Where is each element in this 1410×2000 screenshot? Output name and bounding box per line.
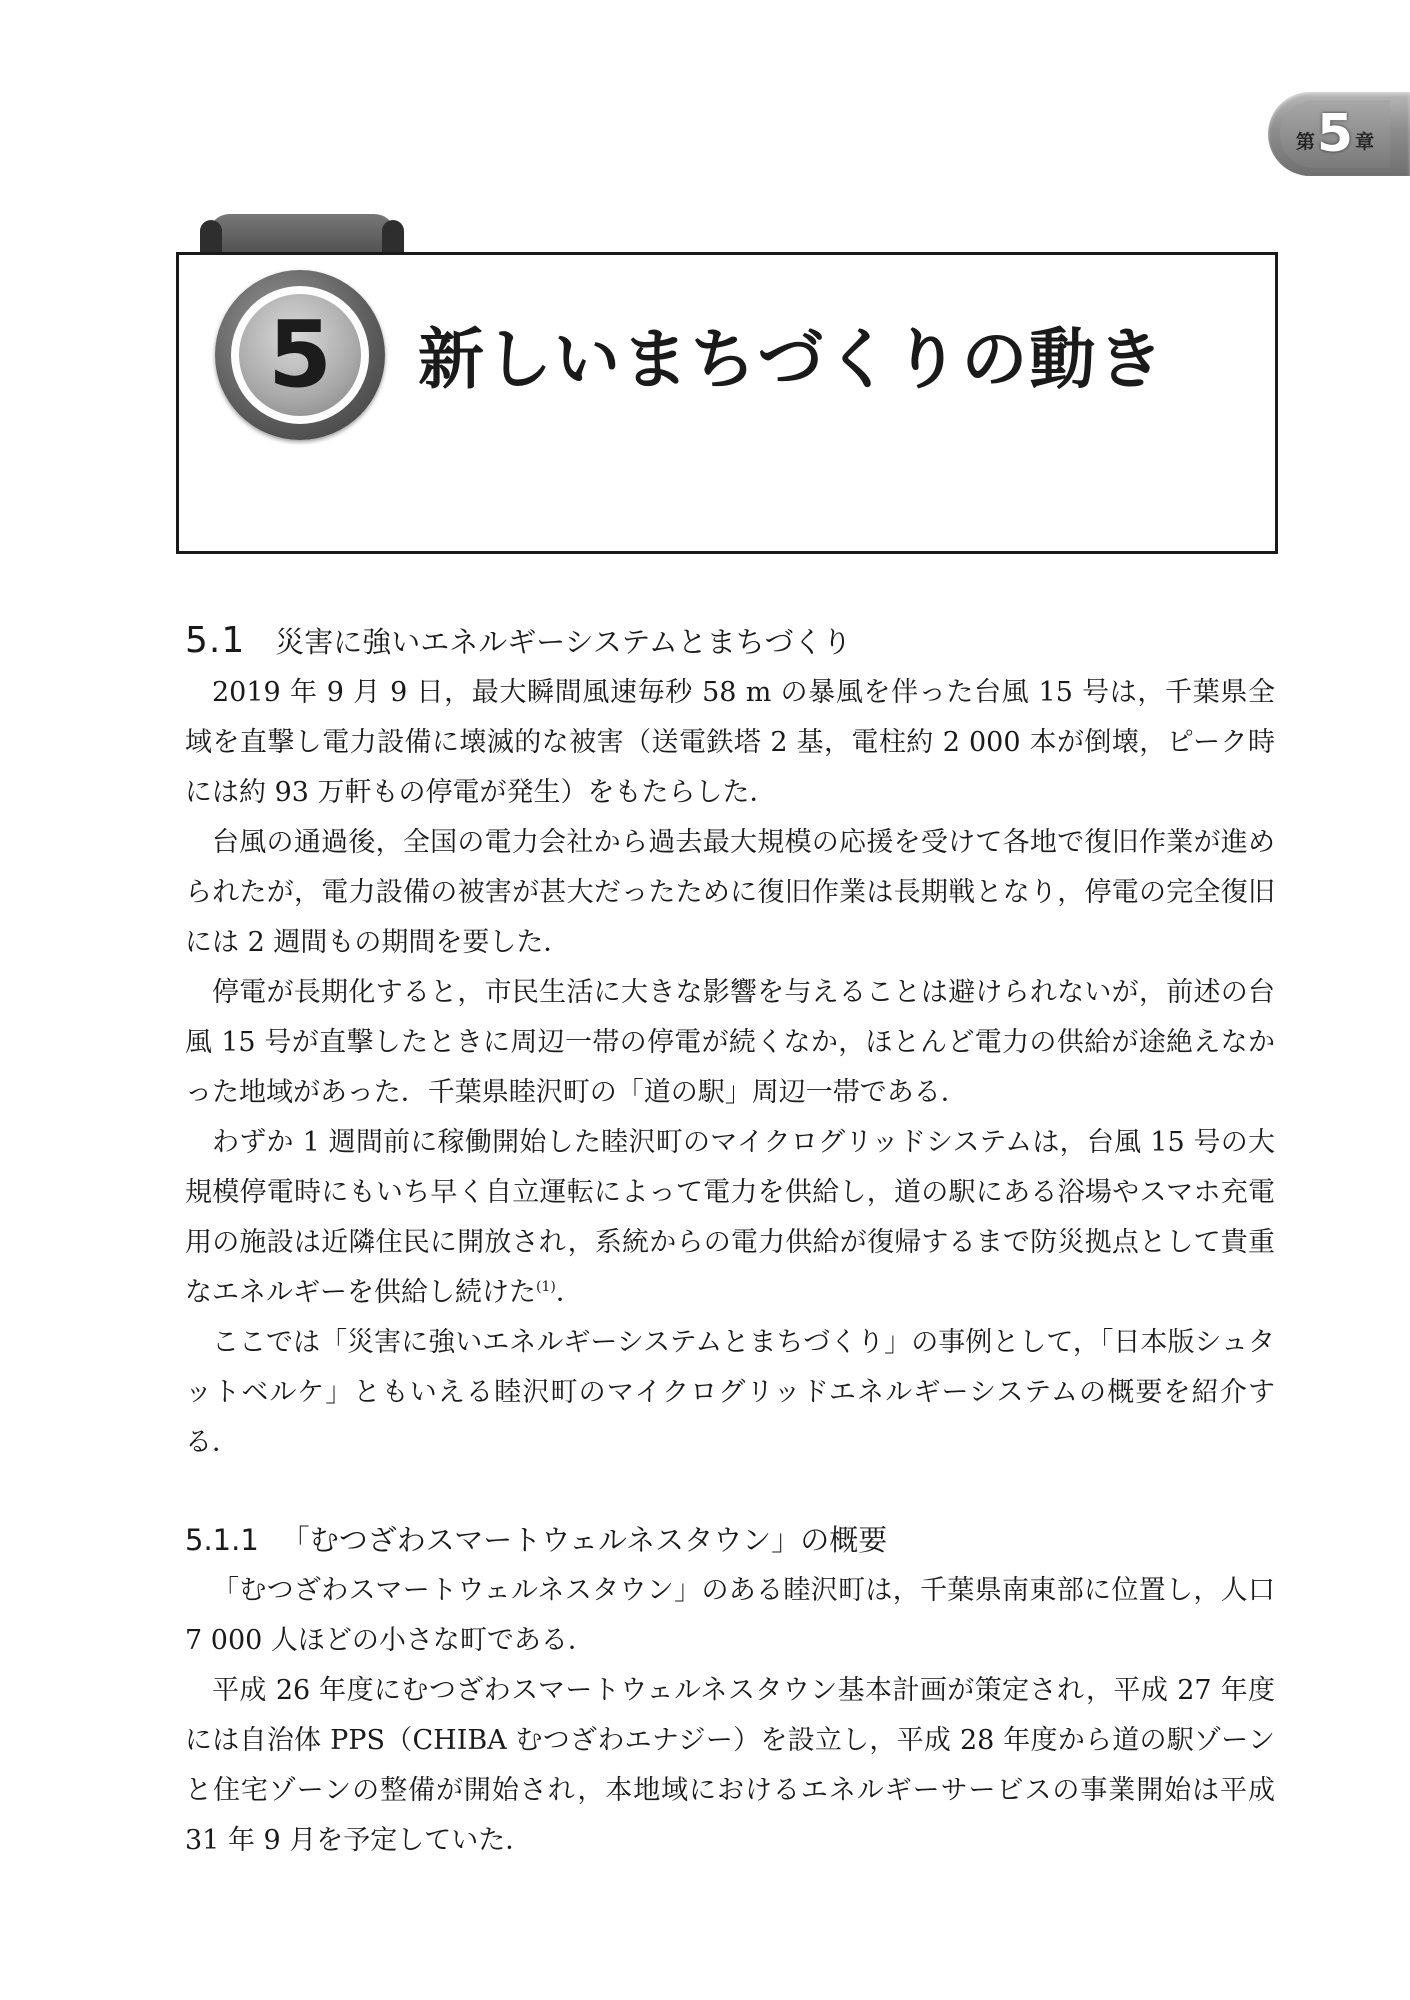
paragraph: 「むつざわスマートウェルネスタウン」のある睦沢町は，千葉県南東部に位置し，人口 7 000 人ほどの小さな町である． bbox=[185, 1575, 1275, 1656]
section-heading bbox=[185, 620, 852, 661]
paragraph-end: ． bbox=[555, 1277, 583, 1308]
paragraph: 平成 26 年度にむつざわスマートウェルネスタウン基本計画が策定され，平成 27 年度には自治体 PPS（CHIBA むつざわエナジー）を設立し，平成 28 年度から道の駅ゾーンと住宅ゾーンの整備が開始され，本地域におけるエネルギーサービスの事業開始は平成 31 年 9 月を予定していた． bbox=[185, 1675, 1275, 1856]
chapter-title: 新しいまちづくりの動き bbox=[418, 321, 1166, 398]
chapter-tab-prefix: 第 bbox=[1295, 130, 1315, 153]
subsection-body bbox=[185, 1566, 1275, 1866]
paragraph: 台風の通過後，全国の電力会社から過去最大規模の応援を受けて各地で復旧作業が進められたが，電力設備の被害が甚大だったために復旧作業は長期戦となり，停電の完全復旧には 2 週間もの期間を要した． bbox=[185, 827, 1275, 958]
chapter-tab-label bbox=[1280, 100, 1390, 168]
chapter-tab-suffix: 章 bbox=[1355, 130, 1375, 153]
footnote-reference[interactable]: (1) bbox=[536, 1279, 556, 1295]
chapter-tab-number: 5 bbox=[1316, 104, 1354, 164]
section-body bbox=[185, 668, 1275, 1468]
paragraph bbox=[185, 1118, 1275, 1318]
subsection-number: 5.1.1 bbox=[185, 1523, 259, 1557]
paragraph-text: わずか 1 週間前に稼働開始した睦沢町のマイクログリッドシステムは，台風 15 号の大規模停電時にもいち早く自立運転によって電力を供給し，道の駅にある浴場やスマホ充電用の施設は近隣住民に開放され，系統からの電力供給が復帰するまで防災拠点として貴重なエネルギーを供給し続けた bbox=[185, 1127, 1275, 1308]
chapter-tab bbox=[1268, 92, 1410, 176]
subsection-heading bbox=[185, 1518, 887, 1559]
section-title: 災害に強いエネルギーシステムとまちづくり bbox=[275, 625, 852, 659]
chapter-number: 5 bbox=[267, 301, 332, 408]
paragraph: 2019 年 9 月 9 日，最大瞬間風速毎秒 58 m の暴風を伴った台風 15 号は，千葉県全域を直撃し電力設備に壊滅的な被害（送電鉄塔 2 基，電柱約 2 000 本が倒壊，ピーク時には約 93 万軒もの停電が発生）をもたらした． bbox=[185, 677, 1275, 808]
paragraph: 停電が長期化すると，市民生活に大きな影響を与えることは避けられないが，前述の台風 15 号が直撃したときに周辺一帯の停電が続くなか，ほとんど電力の供給が途絶えなかった地域があった．千葉県睦沢町の「道の駅」周辺一帯である． bbox=[185, 977, 1275, 1108]
subsection-title: 「むつざわスマートウェルネスタウン」の概要 bbox=[280, 1523, 888, 1557]
chapter-number-medal bbox=[215, 270, 385, 440]
section-number: 5.1 bbox=[185, 620, 246, 661]
paragraph: ここでは「災害に強いエネルギーシステムとまちづくり」の事例として，「日本版シュタットベルケ」ともいえる睦沢町のマイクログリッドエネルギーシステムの概要を紹介する． bbox=[185, 1327, 1275, 1458]
